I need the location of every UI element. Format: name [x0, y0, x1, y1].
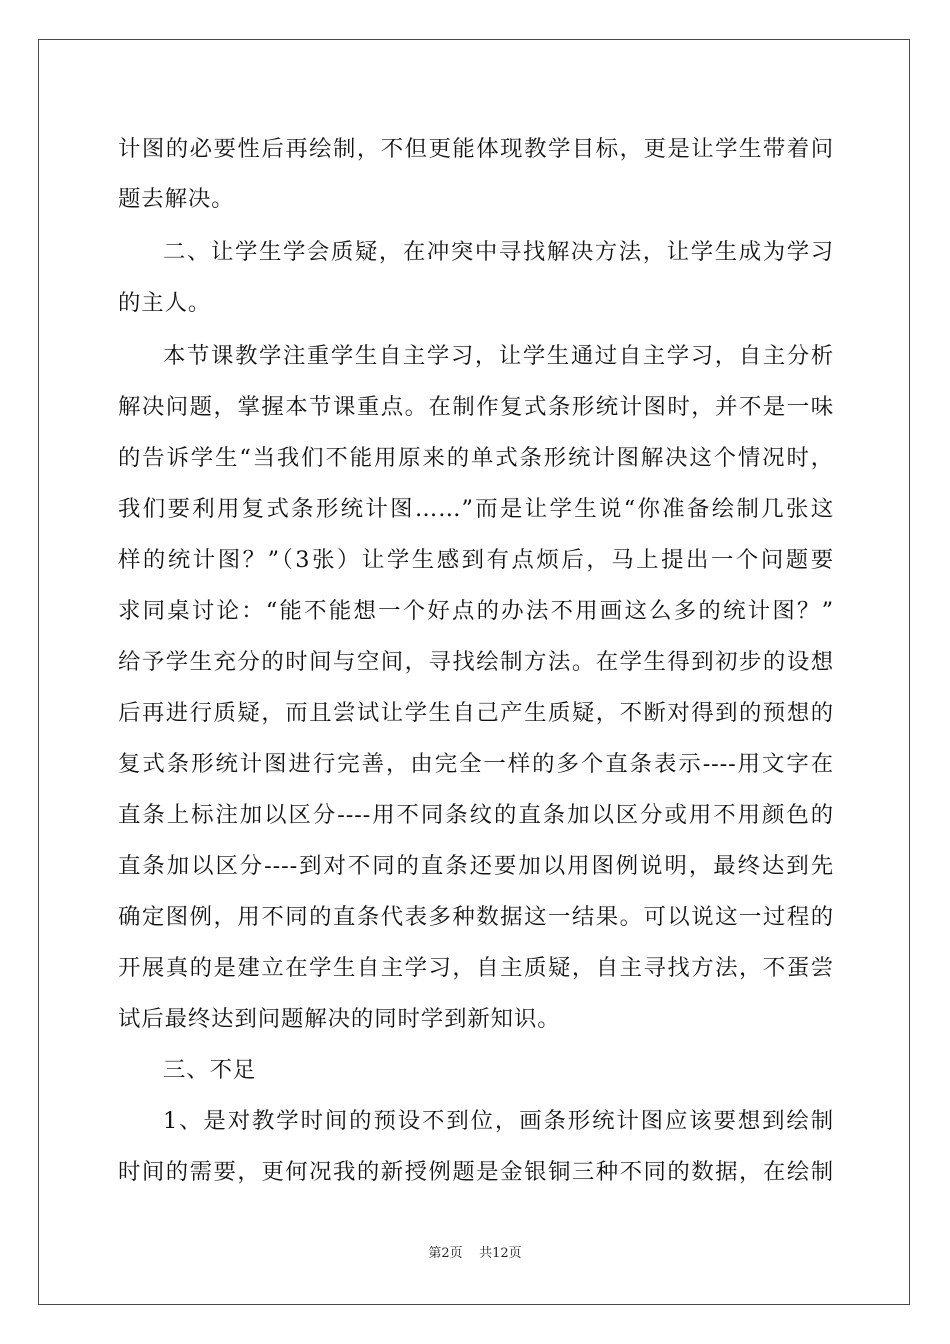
paragraph-line: 时间的需要，更何况我的新授例题是金银铜三种不同的数据，在绘制 [118, 1159, 834, 1185]
paragraph-line: 计图的必要性后再绘制，不但更能体现教学目标，更是让学生带着问 [118, 136, 834, 162]
paragraph-line: 复式条形统计图进行完善，由完全一样的多个直条表示----用文字在 [118, 751, 834, 777]
paragraph-line: 后再进行质疑，而且尝试让学生自己产生质疑，不断对得到的预想的 [118, 700, 834, 726]
paragraph-line: 开展真的是建立在学生自主学习，自主质疑，自主寻找方法，不蛋尝 [118, 955, 834, 981]
paragraph-line: 本节课教学注重学生自主学习，让学生通过自主学习，自主分析 [163, 343, 834, 369]
paragraph-line: 确定图例，用不同的直条代表多种数据这一结果。可以说这一过程的 [118, 904, 834, 930]
paragraph-line: 给予学生充分的时间与空间，寻找绘制方法。在学生得到初步的设想 [118, 649, 834, 675]
paragraph-line: 试后最终达到问题解决的同时学到新知识。 [118, 1006, 561, 1032]
paragraph-line: 样的统计图？”（3张）让学生感到有点烦后，马上提出一个问题要 [118, 547, 834, 573]
paragraph-line: 题去解决。 [118, 186, 235, 212]
page-total: 共12页 [479, 1246, 522, 1261]
paragraph-line: 直条加以区分----到对不同的直条还要加以用图例说明，最终达到先 [118, 853, 834, 879]
paragraph-line: 1、是对教学时间的预设不到位，画条形统计图应该要想到绘制 [163, 1108, 834, 1134]
section-heading-line: 三、不足 [163, 1057, 257, 1083]
paragraph-line: 求同桌讨论：“能不能想一个好点的办法不用画这么多的统计图？” [118, 598, 834, 624]
section-heading-line: 二、让学生学会质疑，在冲突中寻找解决方法，让学生成为学习 [163, 239, 834, 265]
section-heading-line: 的主人。 [118, 290, 212, 316]
paragraph-line: 的告诉学生“当我们不能用原来的单式条形统计图解决这个情况时， [118, 445, 834, 471]
page-number: 第2页 [428, 1246, 463, 1261]
paragraph-line: 我们要利用复式条形统计图……”而是让学生说“你准备绘制几张这 [118, 496, 834, 522]
page-footer [0, 1246, 950, 1262]
paragraph-line: 解决问题，掌握本节课重点。在制作复式条形统计图时，并不是一味 [118, 394, 834, 420]
paragraph-line: 直条上标注加以区分----用不同条纹的直条加以区分或用不用颜色的 [118, 802, 834, 828]
